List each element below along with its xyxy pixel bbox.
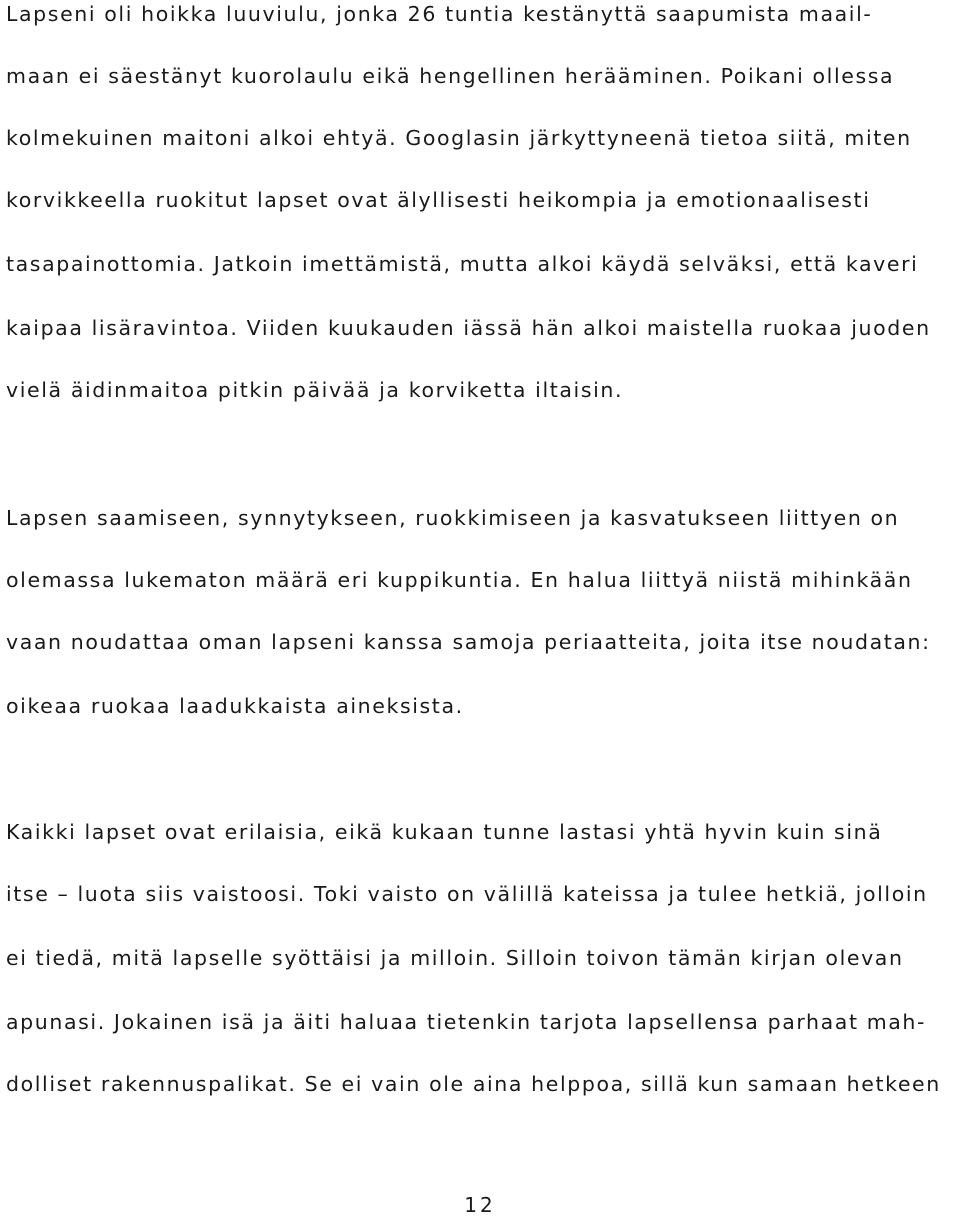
text-line: vielä äidinmaitoa pitkin päivää ja korviketta iltaisin. [6, 378, 624, 402]
text-line: Lapseni oli hoikka luuviulu, jonka 26 tuntia kestänyttä saapumista maail- [6, 2, 873, 26]
text-line: itse – luota siis vaistoosi. Toki vaisto on välillä kateissa ja tulee hetkiä, jolloin [6, 882, 928, 906]
text-line: dolliset rakennuspalikat. Se ei vain ole aina helppoa, sillä kun samaan hetkeen [6, 1072, 941, 1096]
text-line: Lapsen saamiseen, synnytykseen, ruokkimiseen ja kasvatukseen liittyen on [6, 506, 900, 530]
page-number: 12 [464, 1193, 496, 1217]
text-line: Kaikki lapset ovat erilaisia, eikä kukaan tunne lastasi yhtä hyvin kuin sinä [6, 820, 883, 844]
text-line: kolmekuinen maitoni alkoi ehtyä. Googlasin järkyttyneenä tietoa siitä, miten [6, 126, 912, 150]
text-line: kaipaa lisäravintoa. Viiden kuukauden iässä hän alkoi maistella ruokaa juoden [6, 316, 931, 340]
text-line: oikeaa ruokaa laadukkaista aineksista. [6, 694, 464, 718]
text-line: korvikkeella ruokitut lapset ovat älyllisesti heikompia ja emotionaalisesti [6, 188, 871, 212]
text-line: olemassa lukematon määrä eri kuppikuntia. En halua liittyä niistä mihinkään [6, 568, 913, 592]
text-line: vaan noudattaa oman lapseni kanssa samoja periaatteita, joita itse noudatan: [6, 630, 931, 654]
text-line: apunasi. Jokainen isä ja äiti haluaa tietenkin tarjota lapsellensa parhaat mah- [6, 1010, 927, 1034]
text-line: tasapainottomia. Jatkoin imettämistä, mutta alkoi käydä selväksi, että kaveri [6, 252, 919, 276]
text-line: ei tiedä, mitä lapselle syöttäisi ja milloin. Silloin toivon tämän kirjan olevan [6, 946, 904, 970]
text-line: maan ei säestänyt kuorolaulu eikä hengellinen herääminen. Poikani ollessa [6, 64, 895, 88]
